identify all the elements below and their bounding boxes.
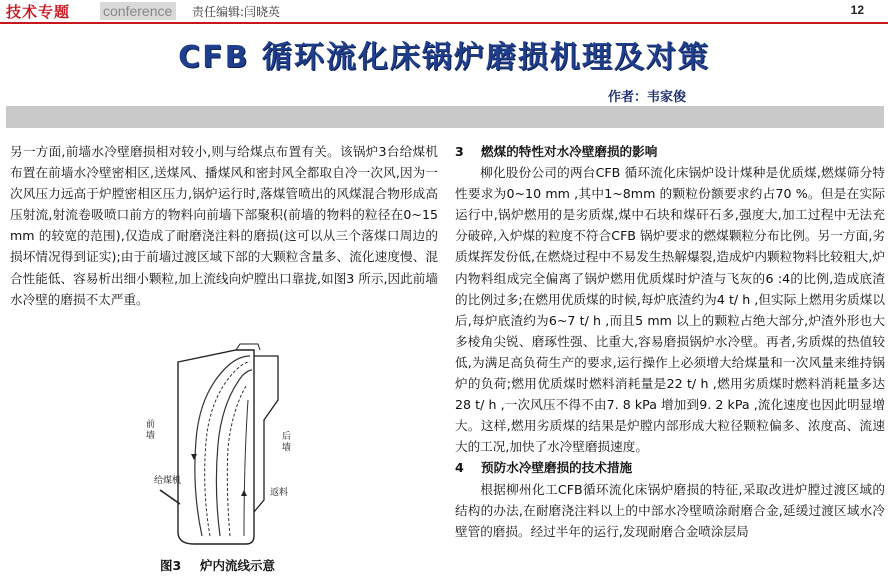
flow-arrow-up: [191, 454, 197, 460]
header-divider: [0, 22, 888, 24]
section-tag: 技术专题: [6, 3, 71, 21]
rear-wall-label: 后 墙: [282, 432, 292, 453]
flow-line-2: [205, 362, 250, 536]
feeder-pipe: [160, 490, 180, 504]
article-title: CFB 循环流化床锅炉磨损机理及对策: [178, 40, 710, 75]
figure-furnace-flow: [140, 340, 310, 552]
section-4-heading: [455, 457, 885, 478]
flow-line-3: [216, 370, 252, 536]
section-3-title: 燃煤的特性对水冷壁磨损的影响: [481, 144, 658, 159]
page-number: 12: [850, 3, 864, 17]
right-column: [455, 141, 885, 542]
conference-label: conference: [100, 2, 176, 20]
section-4-title: 预防水冷壁磨损的技术措施: [481, 460, 633, 476]
figure-caption: [160, 556, 275, 574]
editor-credit: 责任编辑:闫晓英: [192, 5, 281, 19]
title-band: [6, 106, 884, 128]
flow-arrow-down: [241, 490, 247, 496]
section-3-heading: [455, 141, 885, 162]
flow-line-4: [227, 386, 246, 536]
figure-caption-text: 炉内流线示意: [200, 558, 276, 573]
left-column: [10, 141, 438, 310]
front-wall-label: 前 墙: [146, 420, 156, 441]
page-header: [0, 0, 888, 22]
figure-number: 图3: [160, 558, 182, 573]
return-label: 返料: [270, 488, 289, 498]
section-4-number: 4: [455, 460, 464, 476]
feeder-label: 给煤机: [154, 476, 182, 486]
return-flow-line: [244, 400, 248, 536]
section-3-paragraph: 柳化股份公司的两台CFB 循环流化床锅炉设计煤种是优质煤,燃煤筛分特性要求为0~10 mm ,其中1~8mm 的颗粒份额要求约占70 %。但是在实际运行中,锅炉燃用的是劣质煤,煤中石块和煤矸石多,强度大,加工过程中无法充分破碎,入炉煤的粒度不符合CFB 锅炉要求的燃煤颗粒分布比例。另一方面,劣质煤挥发份低,在燃烧过程中不易发生热解爆裂,造成炉内颗粒物料比较粗大,炉内物料组成完全偏离了锅炉燃用优质煤时炉渣与飞灰的6 :4的比例,造成底渣的比例过多;在燃用优质煤的时候,每炉底渣约为4 t/ h ,但实际上燃用劣质煤以后,每炉底渣约为6~7 t/ h ,而且5 mm 以上的颗粒占绝大部分,炉渣外形也大多棱角尖锐、磨琢性强、比重大,容易磨损锅炉水冷壁。再者,劣质煤的热值较低,为满足高负荷生产的要求,运行操作上必须增大给煤量和一次风量来维持锅炉的负荷;燃用优质煤时燃料消耗量是22 t/ h ,燃用劣质煤时燃料消耗量多达28 t/ h ,一次风压不得不由7. 8 kPa 增加到9. 2 kPa ,流化速度也因此明显增大。这样,燃用劣质煤的结果是炉膛内部形成大粒径颗粒偏多、浓度高、流速大的工况,加快了水冷壁磨损速度。: [455, 165, 885, 455]
flow-line-1: [195, 356, 250, 536]
cyclone-outline: [254, 356, 278, 436]
section-4-paragraph: 根据柳州化工CFB循环流化床锅炉磨损的特征,采取改进炉膛过渡区域的结构的办法,在耐磨浇注料以上的中部水冷壁喷涂耐磨合金,延缓过渡区域水冷壁管的磨损。经过半年的运行,发现耐磨合金喷涂层局: [455, 481, 885, 539]
body-paragraph: 另一方面,前墙水冷壁磨损相对较小,则与给煤点布置有关。该锅炉3台给煤机布置在前墙水冷壁密相区,送煤风、播煤风和密封风全都取自冷一次风,因为一次风压力远高于炉膛密相区压力,锅炉运行时,落煤管喷出的风煤混合物形成高压射流,射流卷吸喷口前方的物料向前墙下部聚积(前墙的物料的粒径在0~15 mm 的较宽的范围),仅造成了耐磨浇注料的磨损(这可以从三个落煤口周边的损坏情况得到证实);由于前墙过渡区域下部的大颗粒含量多、流化速度慢、混合性能低、容易析出细小颗粒,加上流线向炉膛出口靠拢,如图3 所示,因此前墙水冷壁的磨损不太严重。: [10, 144, 438, 307]
outlet-duct: [236, 344, 260, 350]
article-author: 作者：韦家俊: [608, 90, 687, 105]
section-3-number: 3: [455, 144, 464, 159]
return-leg: [254, 436, 264, 512]
